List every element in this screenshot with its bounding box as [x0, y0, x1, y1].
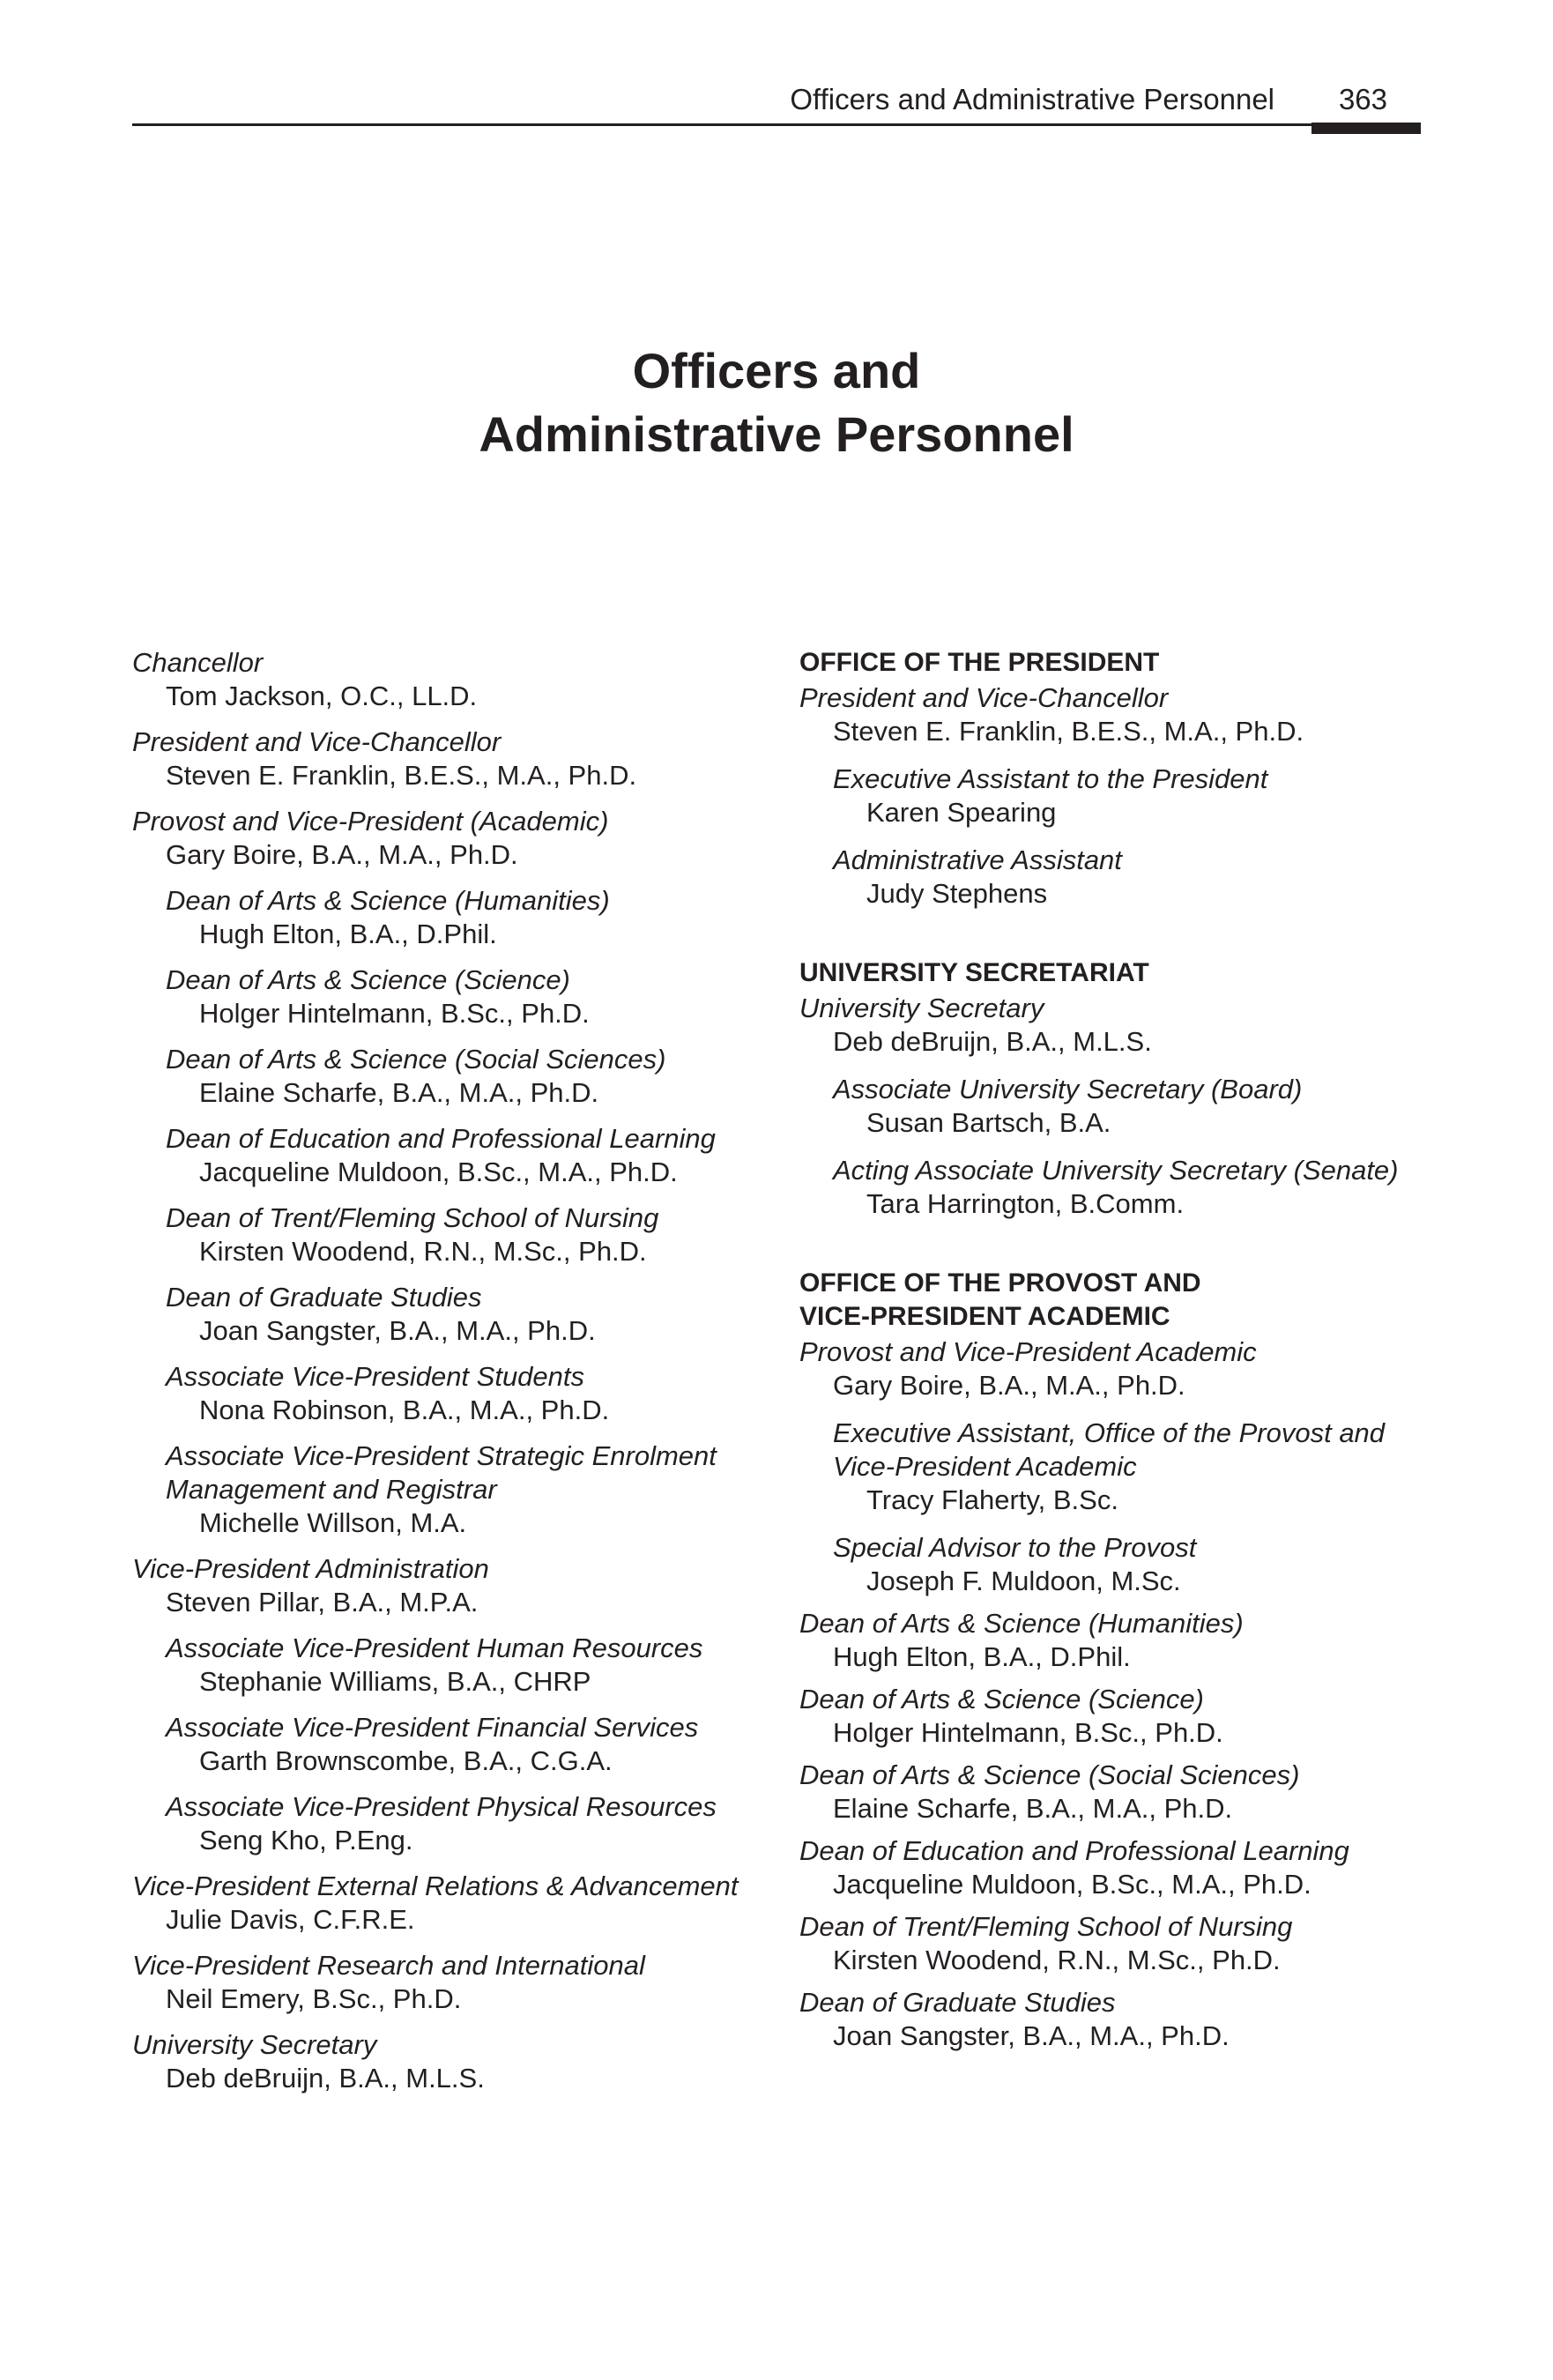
role-title: Associate Vice-President Students — [166, 1361, 585, 1392]
office-holder: Judy Stephens — [866, 878, 1048, 909]
directory-entry — [132, 1711, 767, 1778]
office-holder: Kirsten Woodend, R.N., M.Sc., Ph.D. — [199, 1236, 647, 1267]
directory-entry — [132, 1360, 767, 1427]
role-title: Special Advisor to the Provost — [833, 1532, 1197, 1563]
directory-entry — [132, 1201, 767, 1268]
office-holder: Gary Boire, B.A., M.A., Ph.D. — [833, 1370, 1185, 1401]
directory-entry — [132, 1790, 767, 1857]
directory-entry — [132, 1632, 767, 1699]
role-title: Executive Assistant to the President — [833, 763, 1268, 794]
directory-entry — [132, 1122, 767, 1189]
page-title-line: Officers and — [632, 343, 921, 398]
role-title: Dean of Arts & Science (Science) — [166, 964, 570, 995]
office-holder: Tracy Flaherty, B.Sc. — [866, 1484, 1118, 1515]
office-holder: Steven E. Franklin, B.E.S., M.A., Ph.D. — [166, 760, 637, 791]
office-holder: Garth Brownscombe, B.A., C.G.A. — [199, 1745, 613, 1776]
role-title: Dean of Graduate Studies — [166, 1282, 482, 1313]
role-title: Dean of Education and Professional Learning — [166, 1123, 716, 1154]
office-holder: Julie Davis, C.F.R.E. — [166, 1904, 415, 1935]
section-heading-line: UNIVERSITY SECRETARIAT — [799, 958, 1149, 987]
role-title: Dean of Arts & Science (Social Sciences) — [799, 1759, 1300, 1790]
role-title: Vice-President Research and International — [132, 1950, 645, 1981]
directory-entry — [132, 725, 767, 792]
directory-entry — [132, 963, 767, 1030]
right-column — [799, 646, 1434, 2099]
role-title: Dean of Arts & Science (Humanities) — [799, 1608, 1244, 1639]
office-holder: Susan Bartsch, B.A. — [866, 1107, 1111, 1138]
office-holder: Deb deBruijn, B.A., M.L.S. — [833, 1026, 1152, 1057]
role-title: Associate Vice-President Strategic Enrolment — [166, 1440, 717, 1471]
office-holder: Holger Hintelmann, B.Sc., Ph.D. — [833, 1717, 1223, 1748]
role-title: Associate Vice-President Physical Resources — [166, 1791, 717, 1822]
office-section — [799, 956, 1434, 1221]
role-title: Dean of Education and Professional Learning — [799, 1835, 1349, 1866]
running-head-title: Officers and Administrative Personnel — [790, 83, 1274, 115]
role-title: Dean of Arts & Science (Humanities) — [166, 885, 610, 916]
directory-entry — [799, 1154, 1434, 1221]
office-holder: Steven E. Franklin, B.E.S., M.A., Ph.D. — [833, 716, 1304, 747]
directory-entry — [799, 1073, 1434, 1140]
office-holder: Joan Sangster, B.A., M.A., Ph.D. — [833, 2020, 1230, 2051]
office-holder: Hugh Elton, B.A., D.Phil. — [833, 1641, 1131, 1672]
office-holder: Joseph F. Muldoon, M.Sc. — [866, 1566, 1181, 1596]
directory-entry — [132, 1281, 767, 1348]
office-holder: Joan Sangster, B.A., M.A., Ph.D. — [199, 1315, 596, 1346]
directory-entry — [132, 1043, 767, 1110]
directory-entry — [132, 2028, 767, 2095]
role-title: Dean of Trent/Fleming School of Nursing — [166, 1202, 659, 1233]
role-title: University Secretary — [132, 2029, 377, 2060]
office-holder: Jacqueline Muldoon, B.Sc., M.A., Ph.D. — [833, 1869, 1312, 1900]
directory-entry — [132, 1870, 767, 1937]
section-heading-line: OFFICE OF THE PRESIDENT — [799, 648, 1160, 677]
directory-entry — [132, 1439, 767, 1540]
section-heading-line: VICE-PRESIDENT ACADEMIC — [799, 1302, 1170, 1331]
role-title: President and Vice-Chancellor — [132, 726, 502, 757]
office-holder: Neil Emery, B.Sc., Ph.D. — [166, 1983, 462, 2014]
office-holder: Gary Boire, B.A., M.A., Ph.D. — [166, 839, 518, 870]
section-heading-line: OFFICE OF THE PROVOST AND — [799, 1268, 1201, 1298]
page-title — [0, 339, 1553, 466]
left-column — [132, 646, 767, 2095]
office-holder: Steven Pillar, B.A., M.P.A. — [166, 1587, 479, 1618]
office-holder: Michelle Willson, M.A. — [199, 1507, 467, 1538]
role-title-continued: Management and Registrar — [166, 1474, 497, 1505]
section-heading — [799, 956, 1434, 990]
section-heading — [799, 646, 1434, 680]
directory-entry — [799, 1834, 1434, 1901]
office-holder: Hugh Elton, B.A., D.Phil. — [199, 919, 497, 949]
page-title-line: Administrative Personnel — [479, 406, 1074, 462]
role-title: Dean of Arts & Science (Social Sciences) — [166, 1044, 666, 1075]
directory-entry — [132, 1949, 767, 2016]
role-title: President and Vice-Chancellor — [799, 682, 1169, 713]
role-title: Provost and Vice-President (Academic) — [132, 806, 609, 837]
directory-entry — [799, 844, 1434, 911]
role-title: Provost and Vice-President Academic — [799, 1336, 1257, 1367]
directory-entry — [132, 884, 767, 951]
directory-entry — [132, 805, 767, 872]
role-title: Acting Associate University Secretary (Senate) — [833, 1155, 1399, 1186]
directory-entry — [799, 1417, 1434, 1517]
directory-entry — [799, 992, 1434, 1059]
role-title: Associate Vice-President Financial Services — [166, 1712, 699, 1743]
role-title: Associate Vice-President Human Resources — [166, 1633, 703, 1663]
section-heading — [799, 1267, 1434, 1334]
directory-entry — [799, 1759, 1434, 1826]
role-title: University Secretary — [799, 993, 1044, 1023]
office-holder: Tara Harrington, B.Comm. — [866, 1188, 1185, 1219]
role-title: Dean of Trent/Fleming School of Nursing — [799, 1911, 1293, 1942]
page-number: 363 — [1338, 83, 1387, 115]
office-holder: Elaine Scharfe, B.A., M.A., Ph.D. — [199, 1077, 599, 1108]
directory-entry — [132, 1552, 767, 1619]
role-title: Chancellor — [132, 647, 264, 678]
office-holder: Holger Hintelmann, B.Sc., Ph.D. — [199, 998, 590, 1029]
directory-entry — [799, 1607, 1434, 1674]
office-holder: Stephanie Williams, B.A., CHRP — [199, 1666, 591, 1697]
office-holder: Seng Kho, P.Eng. — [199, 1825, 413, 1856]
directory-entry — [799, 681, 1434, 748]
role-title: Vice-President External Relations & Advancement — [132, 1871, 739, 1901]
role-title-continued: Vice-President Academic — [833, 1451, 1137, 1482]
directory-entry — [799, 1910, 1434, 1977]
office-holder: Nona Robinson, B.A., M.A., Ph.D. — [199, 1395, 610, 1425]
office-holder: Kirsten Woodend, R.N., M.Sc., Ph.D. — [833, 1945, 1281, 1975]
directory-entry — [132, 646, 767, 713]
role-title: Associate University Secretary (Board) — [833, 1074, 1303, 1104]
office-holder: Jacqueline Muldoon, B.Sc., M.A., Ph.D. — [199, 1157, 678, 1187]
directory-entry — [799, 1986, 1434, 2053]
role-title: Dean of Graduate Studies — [799, 1987, 1116, 2018]
directory-entry — [799, 1335, 1434, 1402]
page-number-tab-bar — [1312, 123, 1421, 134]
directory-entry — [799, 762, 1434, 829]
office-holder: Deb deBruijn, B.A., M.L.S. — [166, 2063, 485, 2094]
office-holder: Tom Jackson, O.C., LL.D. — [166, 681, 478, 711]
office-section — [799, 1267, 1434, 2053]
directory-entry — [799, 1683, 1434, 1750]
running-head — [132, 81, 1421, 126]
directory-entry — [799, 1531, 1434, 1598]
office-section — [799, 646, 1434, 911]
role-title: Vice-President Administration — [132, 1553, 489, 1584]
role-title: Administrative Assistant — [833, 844, 1122, 875]
role-title: Executive Assistant, Office of the Provost and — [833, 1417, 1386, 1448]
office-holder: Karen Spearing — [866, 797, 1057, 828]
role-title: Dean of Arts & Science (Science) — [799, 1684, 1204, 1714]
office-holder: Elaine Scharfe, B.A., M.A., Ph.D. — [833, 1793, 1233, 1824]
